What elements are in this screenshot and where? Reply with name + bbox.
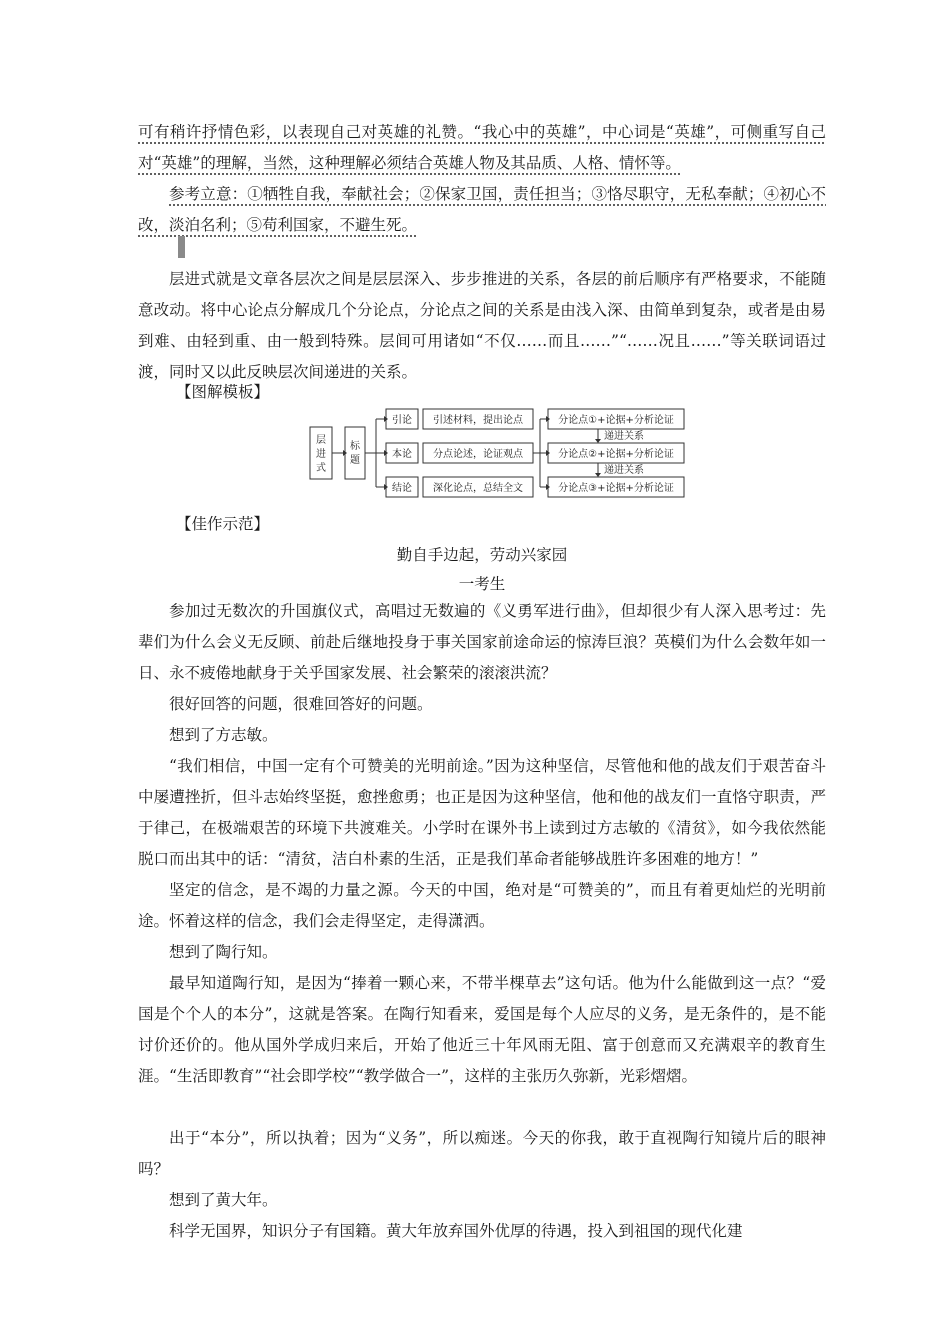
intro-paragraph-2: 参考立意：①牺牲自我，奉献社会；②保家卫国，责任担当；③恪尽职守，无私奉献；④初心不改，淡泊名利；⑤苟利国家，不避生死。 (138, 185, 826, 234)
diagram-heading: 【图解模板】 (176, 383, 270, 401)
diagram-root-char-3: 式 (316, 463, 326, 474)
example-heading: 【佳作示范】 (176, 515, 270, 533)
diagram-root-char-1: 层 (316, 435, 326, 446)
diagram-relation-1: 递进关系 (604, 431, 644, 442)
diagram-part-2: 本论 (392, 449, 412, 460)
essay-author: 一考生 (458, 575, 506, 593)
diagram-title-char-2: 题 (350, 455, 360, 466)
diagram-root-char-2: 进 (316, 449, 326, 460)
diagram-point-1: 分论点①+论据+分析论证 (558, 415, 674, 426)
diagram-part-desc-3: 深化论点，总结全文 (433, 483, 523, 494)
essay-paragraph: 想到了黄大年。 (169, 1191, 278, 1209)
section-description: 层进式就是文章各层次之间是层层深入、步步推进的关系，各层的前后顺序有严格要求，不能随意改动。将中心论点分解成几个分论点，分论点之间的关系是由浅入深、由简单到复杂，或者是由易到难、由轻到重、由一般到特殊。层间可用诸如“不仅……而且……”“……况且……”等关联词语过渡，同时又以此反映层次间递进的关系。 (138, 270, 826, 381)
essay-paragraph: 最早知道陶行知，是因为“捧着一颗心来，不带半棵草去”这句话。他为什么能做到这一点？“爱国是个个人的本分”，这就是答案。在陶行知看来，爱国是每个人应尽的义务，是无条件的，是不能讨价还价的。他从国外学成归来后，开始了他近三十年风雨无阻、富于创意而又充满艰辛的教育生涯。“生活即教育”“社会即学校”“教学做合一”，这样的主张历久弥新，光彩熠熠。 (138, 974, 826, 1085)
diagram-part-1: 引论 (392, 415, 412, 426)
diagram-point-3: 分论点③+论据+分析论证 (558, 483, 674, 494)
essay-paragraph: 很好回答的问题，很难回答好的问题。 (169, 695, 433, 713)
essay-paragraph: 参加过无数次的升国旗仪式，高唱过无数遍的《义勇军进行曲》，但却很少有人深入思考过：先辈们为什么会义无反顾、前赴后继地投身于事关国家前途命运的惊涛巨浪？英模们为什么会数年如一日、永不疲倦地献身于关乎国家发展、社会繁荣的滚滚洪流？ (138, 602, 826, 682)
diagram-title-char-1: 标 (350, 441, 360, 452)
essay-paragraph: 想到了陶行知。 (169, 943, 278, 961)
essay-title: 勤自手边起，劳动兴家园 (396, 546, 568, 564)
diagram-relation-2: 递进关系 (604, 465, 644, 476)
essay-paragraph: 想到了方志敏。 (169, 726, 278, 744)
diagram-part-desc-2: 分点论述，论证观点 (433, 449, 523, 460)
essay-paragraph: “我们相信，中国一定有个可赞美的光明前途。”因为这种坚信，尽管他和他的战友们于艰苦奋斗中屡遭挫折，但斗志始终坚挺，愈挫愈勇；也正是因为这种坚信，他和他的战友们一直恪守职责，严于律己，在极端艰苦的环境下共渡难关。小学时在课外书上读到过方志敏的《清贫》，如今我依然能脱口而出其中的话：“清贫，洁白朴素的生活，正是我们革命者能够战胜许多困难的地方！” (138, 757, 826, 868)
essay-paragraph: 坚定的信念，是不竭的力量之源。今天的中国，绝对是“可赞美的”，而且有着更灿烂的光明前途。怀着这样的信念，我们会走得坚定，走得潇洒。 (138, 881, 826, 930)
section-marker (178, 236, 185, 258)
diagram-part-3: 结论 (392, 483, 412, 494)
intro-paragraph-1: 可有稍许抒情色彩，以表现自己对英雄的礼赞。“我心中的英雄”，中心词是“英雄”，可侧重写自己对“英雄”的理解，当然，这种理解必须结合英雄人物及其品质、人格、情怀等。 (138, 123, 826, 172)
diagram-part-desc-1: 引述材料，提出论点 (433, 415, 523, 426)
structure-diagram (300, 405, 700, 501)
essay-paragraph: 科学无国界，知识分子有国籍。黄大年放弃国外优厚的待遇，投入到祖国的现代化建 (169, 1222, 743, 1240)
essay-paragraph: 出于“本分”，所以执着；因为“义务”，所以痴迷。今天的你我，敢于直视陶行知镜片后的眼神吗？ (138, 1129, 826, 1178)
diagram-point-2: 分论点②+论据+分析论证 (558, 449, 674, 460)
